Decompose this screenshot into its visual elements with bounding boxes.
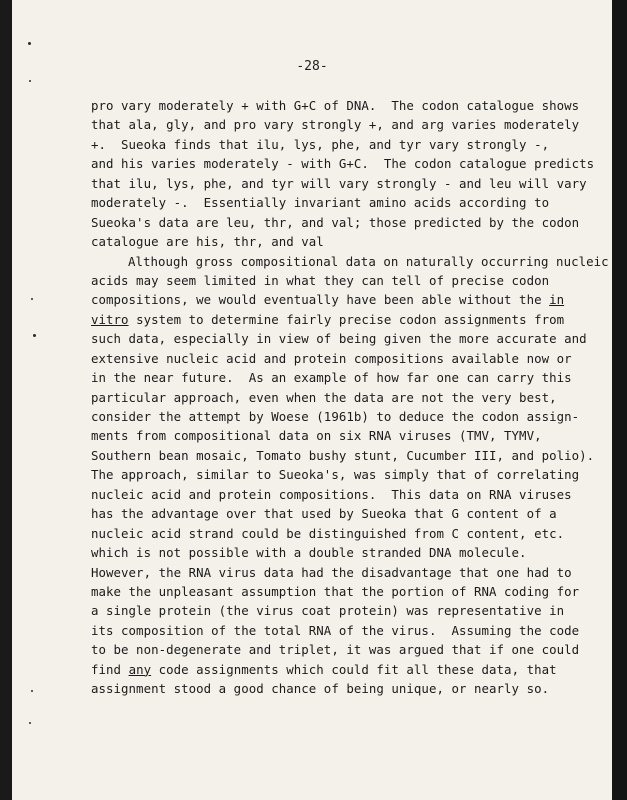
text-line: Sueoka's data are leu, thr, and val; those predicted by the codon [91, 214, 580, 230]
underlined-term: in [549, 292, 565, 308]
paper-speck [29, 722, 31, 724]
text-line: vitro system to determine fairly precise codon assignments from [91, 311, 565, 327]
text-line: moderately -. Essentially invariant amino acids according to [91, 195, 550, 211]
document-page [12, 0, 612, 800]
text-line: +. Sueoka finds that ilu, lys, phe, and tyr vary strongly -, [91, 136, 550, 152]
text-line: ments from compositional data on six RNA viruses (TMV, TYMV, [91, 428, 542, 444]
text-line: make the unpleasant assumption that the portion of RNA coding for [91, 583, 580, 599]
paper-speck [28, 42, 31, 45]
text-line: Southern bean mosaic, Tomato bushy stunt, Cucumber III, and polio). [91, 447, 595, 463]
body-text [91, 96, 609, 699]
text-line: assignment stood a good chance of being unique, or nearly so. [91, 681, 550, 697]
text-line: compositions, we would eventually have been able without the in [91, 292, 565, 308]
text-line: extensive nucleic acid and protein compositions available now or [91, 350, 572, 366]
text-line: The approach, similar to Sueoka's, was simply that of correlating [91, 467, 580, 483]
paper-speck [29, 80, 31, 82]
text-line: which is not possible with a double stranded DNA molecule. [91, 545, 527, 561]
text-line: its composition of the total RNA of the virus. Assuming the code [91, 622, 580, 638]
paragraph-start-line: Although gross compositional data on naturally occurring nucleic [128, 253, 609, 269]
text-line: find any code assignments which could fit all these data, that [91, 661, 557, 677]
underlined-term: any [128, 661, 152, 677]
text-line: pro vary moderately + with G+C of DNA. The codon catalogue shows [91, 98, 580, 113]
paper-speck [31, 690, 33, 692]
text-line: nucleic acid and protein compositions. This data on RNA viruses [91, 486, 572, 502]
text-line: that ala, gly, and pro vary strongly +, and arg varies moderately [91, 117, 580, 133]
text-line: in the near future. As an example of how far one can carry this [91, 370, 572, 386]
text-line: However, the RNA virus data had the disadvantage that one had to [91, 564, 572, 580]
underlined-term: vitro [91, 311, 129, 327]
text-line: nucleic acid strand could be distinguished from C content, etc. [91, 525, 565, 541]
text-line: acids may seem limited in what they can tell of precise codon [91, 272, 550, 288]
text-line: particular approach, even when the data are not the very best, [91, 389, 557, 405]
paper-speck [33, 334, 36, 337]
text-line: consider the attempt by Woese (1961b) to deduce the codon assign- [91, 409, 580, 424]
text-line: has the advantage over that used by Sueoka that G content of a [91, 506, 557, 522]
text-line: such data, especially in view of being given the more accurate and [91, 331, 587, 347]
text-line: catalogue are his, thr, and val [91, 234, 324, 250]
text-line: a single protein (the virus coat protein) was representative in [91, 603, 565, 619]
text-line: that ilu, lys, phe, and tyr will vary strongly - and leu will vary [91, 175, 587, 191]
page-number: -28- [296, 59, 328, 74]
paper-speck [31, 298, 33, 300]
text-line: and his varies moderately - with G+C. The codon catalogue predicts [91, 156, 595, 172]
scan-border [612, 0, 627, 800]
text-line: to be non-degenerate and triplet, it was argued that if one could [91, 642, 580, 658]
